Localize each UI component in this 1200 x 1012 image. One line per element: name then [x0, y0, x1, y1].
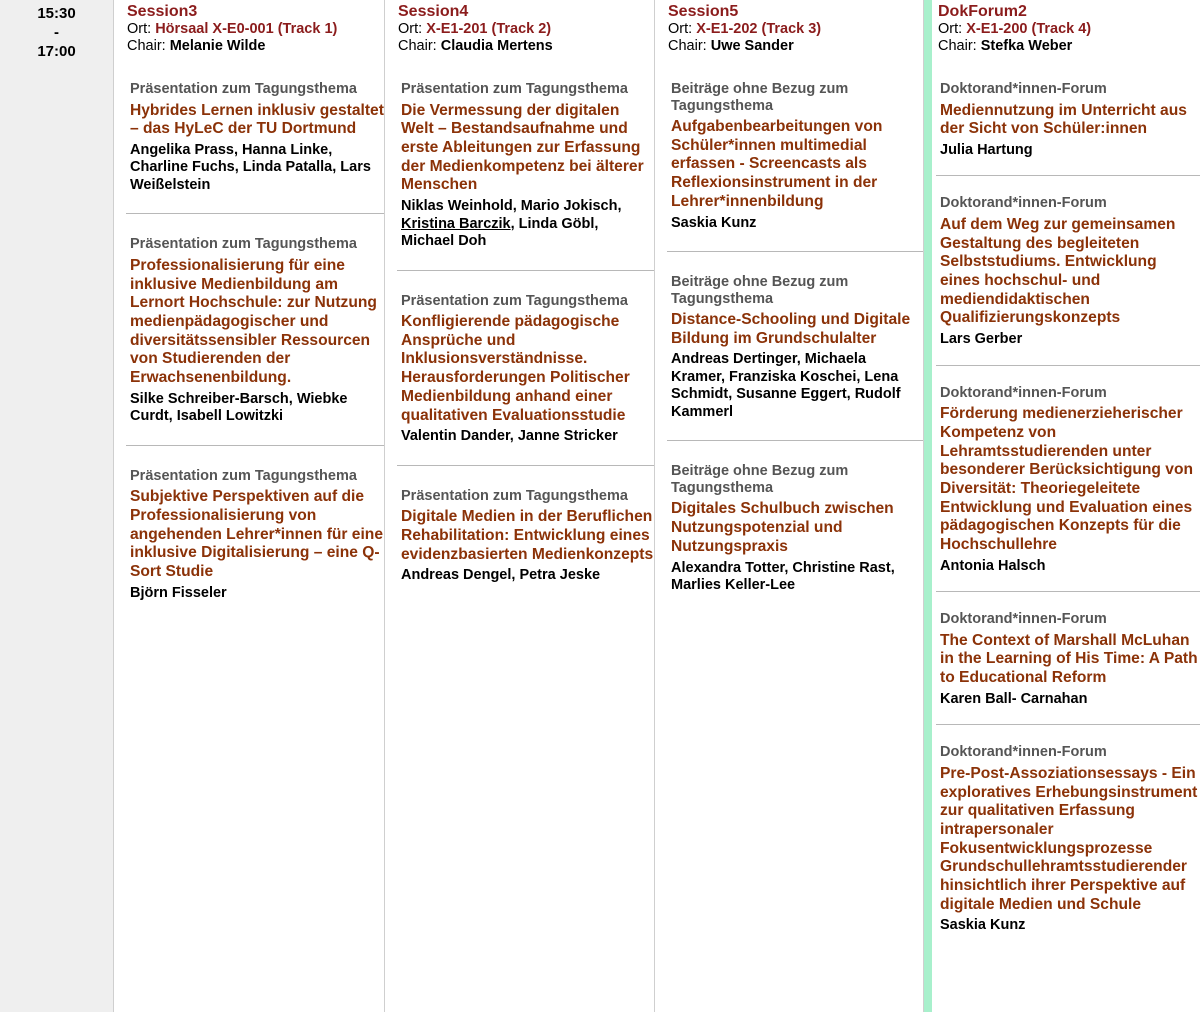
- item-divider: [936, 365, 1200, 366]
- item-divider: [667, 251, 923, 252]
- time-start: 15:30: [37, 5, 76, 22]
- session-chair: Chair: Uwe Sander: [668, 38, 794, 54]
- item-divider: [397, 270, 654, 271]
- presentation-authors: Saskia Kunz: [671, 214, 757, 231]
- session-column-dokforum2: [932, 0, 1200, 1012]
- presentation-item: [932, 611, 1200, 708]
- presentation-list: [385, 81, 654, 585]
- session-chair: Chair: Melanie Wilde: [127, 38, 266, 54]
- item-divider: [936, 591, 1200, 592]
- presentation-title[interactable]: Professionalisierung für eine inklusive Medienbildung am Lernort Hochschule: zur Nutzung medienpädagogischer und diversitätssensibler Ressourcen von Studierenden der Erwachsenenbildung.: [130, 256, 377, 387]
- presentation-category: Beiträge ohne Bezug zum Tagungsthema: [671, 463, 849, 496]
- session-header: [385, 3, 654, 55]
- presentation-category: Doktorand*innen-Forum: [940, 744, 1107, 761]
- presentation-title[interactable]: Mediennutzung im Unterricht aus der Sicht von Schüler:innen: [940, 101, 1187, 138]
- presentation-title[interactable]: The Context of Marshall McLuhan in the Learning of His Time: A Path to Educational Reform: [940, 631, 1198, 687]
- presentation-title[interactable]: Hybrides Lernen inklusiv gestaltet – das HyLeC der TU Dortmund: [130, 101, 384, 138]
- presentation-title[interactable]: Digitale Medien in der Beruflichen Rehabilitation: Entwicklung eines evidenzbasierten Medienkonzepts: [401, 508, 654, 563]
- presentation-category: Doktorand*innen-Forum: [940, 611, 1107, 628]
- presentation-authors: Björn Fisseler: [130, 584, 227, 601]
- presentation-category: Beiträge ohne Bezug zum Tagungsthema: [671, 81, 849, 114]
- presentation-authors: Silke Schreiber-Barsch, Wiebke Curdt, Isabell Lowitzki: [130, 390, 348, 425]
- presentation-category: Doktorand*innen-Forum: [940, 384, 1107, 401]
- presentation-item: [385, 488, 654, 585]
- presentation-authors: Andreas Dertinger, Michaela Kramer, Franziska Koschei, Lena Schmidt, Susanne Eggert, Rudolf Kammerl: [671, 351, 901, 420]
- item-divider: [936, 724, 1200, 725]
- presentation-category: Beiträge ohne Bezug zum Tagungsthema: [671, 274, 849, 307]
- presentation-category: Präsentation zum Tagungsthema: [401, 81, 628, 97]
- presentation-title[interactable]: Aufgabenbearbeitungen von Schüler*innen multimedial erfassen - Screencasts als Reflexionsinstrument in der Lehrer*innenbildung: [671, 118, 883, 210]
- presentation-title[interactable]: Konfligierende pädagogische Ansprüche und Inklusionsverständnisse. Herausforderungen Politischer Medienbildung anhand einer qualitativen Evaluationsstudie: [401, 313, 630, 424]
- presentation-item: [932, 744, 1200, 935]
- presentation-item: [655, 274, 923, 421]
- item-divider: [126, 213, 384, 214]
- presentation-list: [114, 81, 384, 602]
- item-divider: [126, 445, 384, 446]
- presentation-item: [385, 293, 654, 446]
- presentation-title[interactable]: Die Vermessung der digitalen Welt – Bestandsaufnahme und erste Ableitungen zur Erfassung der Medienkompetenz bei älterer Menschen: [401, 101, 644, 194]
- presentation-item: [655, 81, 923, 232]
- presentation-item: [932, 81, 1200, 159]
- presentation-category: Doktorand*innen-Forum: [940, 81, 1107, 97]
- session-header: [655, 3, 923, 55]
- presentation-authors: Julia Hartung: [940, 141, 1033, 158]
- presentation-authors: Karen Ball- Carnahan: [940, 690, 1088, 707]
- presentation-authors: Andreas Dengel, Petra Jeske: [401, 567, 601, 584]
- time-separator: -: [54, 24, 59, 41]
- presentation-item: [385, 81, 654, 251]
- presentation-authors: Lars Gerber: [940, 331, 1023, 348]
- session-title[interactable]: DokForum2: [938, 3, 1027, 20]
- presentation-category: Präsentation zum Tagungsthema: [130, 236, 357, 253]
- presentation-authors: Angelika Prass, Hanna Linke, Charline Fuchs, Linda Patalla, Lars Weißelstein: [130, 141, 371, 193]
- presentation-authors: Niklas Weinhold, Mario Jokisch, Kristina Barczik, Linda Göbl, Michael Doh: [401, 198, 622, 250]
- presentation-title[interactable]: Subjektive Perspektiven auf die Professionalisierung von angehenden Lehrer*innen für eine inklusive Digitalisierung – eine Q-Sort Studie: [130, 488, 384, 581]
- item-divider: [667, 440, 923, 441]
- item-divider: [397, 465, 654, 466]
- presentation-category: Präsentation zum Tagungsthema: [401, 487, 628, 504]
- session-location: Ort: X-E1-201 (Track 2): [398, 21, 552, 37]
- presentation-authors: Valentin Dander, Janne Stricker: [401, 428, 618, 445]
- presentation-title[interactable]: Auf dem Weg zur gemeinsamen Gestaltung des begleiteten Selbststudiums. Entwicklung eines hochschul- und mediendidaktischen Qualifizierungskonzepts: [940, 215, 1176, 327]
- presentation-title[interactable]: Distance-Schooling und Digitale Bildung im Grundschulalter: [671, 311, 911, 347]
- session-chair: Chair: Stefka Weber: [938, 38, 1073, 54]
- time-end: 17:00: [37, 43, 76, 60]
- presentation-item: [114, 81, 384, 194]
- session-title[interactable]: Session4: [398, 3, 469, 20]
- presentation-list: [932, 81, 1200, 935]
- session-title[interactable]: Session5: [668, 3, 739, 20]
- presentation-authors: Alexandra Totter, Christine Rast, Marlies Keller-Lee: [671, 559, 895, 594]
- session-title[interactable]: Session3: [127, 3, 198, 20]
- session-location: Ort: X-E1-200 (Track 4): [938, 21, 1092, 37]
- presentation-item: [655, 463, 923, 594]
- presentation-category: Doktorand*innen-Forum: [940, 195, 1107, 212]
- presentation-item: [932, 385, 1200, 576]
- session-location: Ort: Hörsaal X-E0-001 (Track 1): [127, 21, 338, 37]
- session-header: [932, 3, 1200, 55]
- session-column-session4: [385, 0, 655, 1012]
- presentation-item: [932, 195, 1200, 348]
- presentation-item: [114, 468, 384, 603]
- presentation-authors: Saskia Kunz: [940, 917, 1026, 934]
- session-location: Ort: X-E1-202 (Track 3): [668, 21, 822, 37]
- track-color-strip: [924, 0, 932, 1012]
- session-chair: Chair: Claudia Mertens: [398, 38, 553, 54]
- presentation-category: Präsentation zum Tagungsthema: [130, 467, 357, 484]
- presentation-title[interactable]: Digitales Schulbuch zwischen Nutzungspotenzial und Nutzungspraxis: [671, 500, 894, 555]
- item-divider: [936, 175, 1200, 176]
- presentation-category: Präsentation zum Tagungsthema: [401, 292, 628, 309]
- presentation-list: [655, 81, 923, 595]
- session-header: [114, 3, 384, 55]
- presentation-title[interactable]: Pre-Post-Assoziationsessays - Ein exploratives Erhebungsinstrument zur qualitativen Erfassung intrapersonaler Fokusentwicklungsprozesse Grundschullehramtsstudierender hinsichtlich ihrer Perspektive auf digitale Medien und Schule: [940, 764, 1198, 913]
- time-slot: [0, 0, 114, 1012]
- session-column-session5: [655, 0, 924, 1012]
- presentation-item: [114, 236, 384, 425]
- presentation-title[interactable]: Förderung medienerzieherischer Kompetenz von Lehramtsstudierenden unter besonderer Berücksichtigung von Diversität: Theoriegeleitete Entwicklung und Evaluation eines pädagogischen Konzepts für die Hochschullehre: [940, 405, 1194, 554]
- session-column-session3: [114, 0, 385, 1012]
- presentation-category: Präsentation zum Tagungsthema: [130, 81, 357, 97]
- presentation-authors: Antonia Halsch: [940, 557, 1046, 574]
- presenting-author: Kristina Barczik: [401, 215, 511, 232]
